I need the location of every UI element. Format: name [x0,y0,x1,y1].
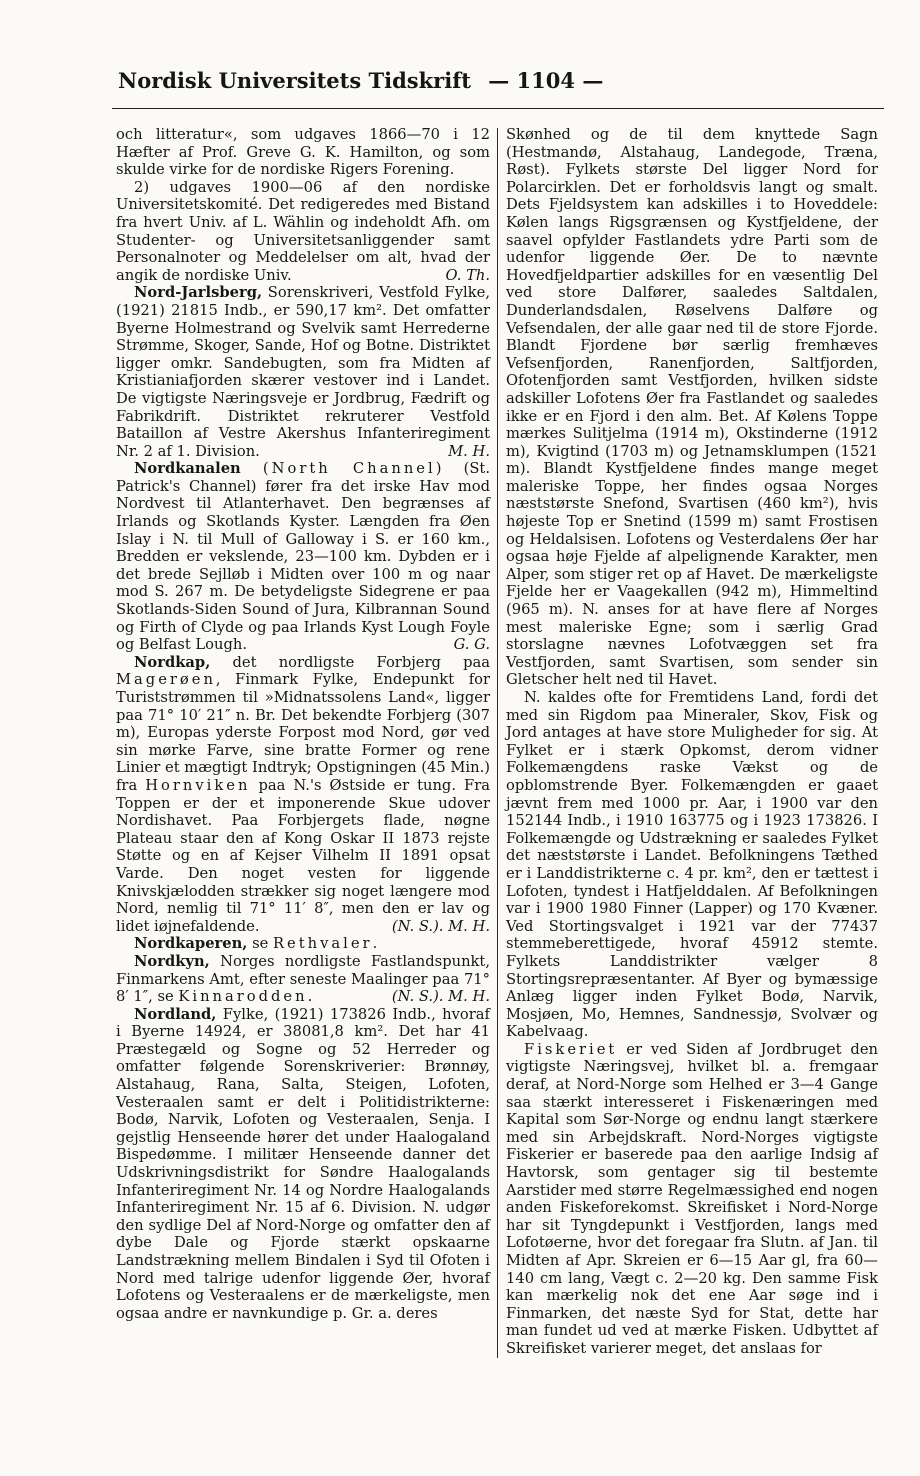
headword: Nordkyn, [134,952,210,970]
entry-body: er ved Siden af Jordbruget den vigtigste Næringsvej, hvilket bl. a. fremgaar deraf, at Nord-Norge som Helhed er 3—4 Gange saa stærkt interesseret i Fiskenæringen med Kapital som Sør-Norge og endnu langt stærkere med sin Arbejdskraft. Nord-Norges vigtigste Fiskerier er baserede paa den aarlige Indsig af Havtorsk, som gentager sig til bestemte Aarstider med større Regelmæssighed end nogen anden Fiskeforekomst. Skreifisket i Nord-Norge har sit Tyngdepunkt i Vestfjorden, langs med Lofotøerne, hvor det foregaar fra Slutn. af Jan. til Midten af Apr. Skreien er 6—15 Aar gl, fra 60—140 cm lang, Vægt c. 2—20 kg. Den samme Fisk kan mærkelig nok det ene Aar søge ind i Finmarken, det næste Syd for Stat, dette har man fundet ud ved at mærke Fisken. Udbyttet af Skreifisket varierer meget, det anslaas for [506,1040,878,1357]
author-signature: G. G. [453,636,490,654]
entry-body: Sorenskriveri, Vestfold Fylke, (1921) 21815 Indb., er 590,17 km². Det omfatter Byerne Holmestrand og Svelvik samt Herrederne Strømme, Skoger, Sande, Hof og Botne. Distriktet ligger omkr. Sandebugten, som fra Midten af Kristianiafjorden skærer vestover ind i Landet. De vigtigste Næringsveje er Jordbrug, Fædrift og Fabrikdrift. Distriktet rekruterer Vestfold Bataillon af Vestre Akershus Infanteriregiment Nr. 2 af 1. Division. [116,284,490,460]
entry-nordkaperen [116,935,490,953]
author-signature: (N. S.). M. H. [391,988,490,1006]
entry-text [116,179,490,285]
entry-body: . [307,988,313,1006]
entry-text: N. kaldes ofte for Fremtidens Land, fordi det med sin Rigdom paa Mineraler, Skov, Fisk og Jord antages at have store Muligheder for sig. At Fylket er i stærk Opkomst, derom vidner Folkemængdens raske Vækst og de opblomstrende Byer. Folkemængden er gaaet jævnt frem med 1000 pr. Aar, i 1900 var den 152144 Indb., i 1910 163775 og i 1923 173826. I Folkemængde og Udstrækning er saaledes Fylket det næststørste i Landet. Befolkningens Tæthed er i Landdistrikterne c. 4 pr. km², den er tættest i Lofoten, tyndest i Hatfjelddalen. Af Befolkningen var i 1900 1980 Finner (Lapper) og 170 Kvæner. Ved Stortingsvalget i 1921 var der 77437 stemmeberettigede, hvoraf 45912 stemte. Fylkets Landdistrikter vælger 8 Stortingsrepræsentanter. Af Byer og bymæssige Anlæg ligger inden Fylket Bodø, Narvik, Mosjøen, Mo, Hemnes, Sandnessjø, Svolvær og Kabelvaag. [506,689,878,1041]
entry-text: och litteratur«, som udgaves 1866—70 i 12 Hæfter af Prof. Greve G. K. Hamilton, og som skulde virke for de nordiske Rigers Forening. [116,126,490,179]
entry-body: Norges nordligste Fastlandspunkt, Finmarkens Amt, efter seneste Maalinger paa 71° 8′ 1″, se [116,952,490,1006]
entry-body: (St. Patrick's Channel) fører fra det irske Hav mod Nordvest til Atlanterhavet. Den begrænses af Irlands og Skotlands Kyster. Længden fra Øen Islay i N. til Mull of Galloway i S. er 160 km., Bredden er vekslende, 23—100 km. Dybden er i det brede Sejlløb i Midten over 100 m og naar mod S. 267 m. De betydeligste Sidegrene er paa Skotlands-Siden Sound of Jura, Kilbrannan Sound og Firth of Clyde og paa Irlands Kyst Lough Foyle og Belfast Lough. [116,460,490,654]
entry-body: 2) udgaves 1900—06 af den nordiske Universitetskomité. Det redigeredes med Bistand fra hvert Univ. af L. Wählin og indeholdt Afh. om Studenter- og Universitetsanliggender samt Personalnoter og Meddelelser om alt, hvad der angik de nordiske Univ. [116,178,490,284]
headword: Nordkaperen, [134,935,248,953]
spaced-term: Fiskeriet [524,1040,618,1058]
entry-text [506,1041,878,1358]
author-signature: (N. S.). M. H. [391,917,490,935]
author-signature: O. Th. [445,266,490,284]
headword: Nordkanalen [134,460,241,478]
cross-reference: Kinnarodden [178,988,308,1006]
cross-reference: Rethvaler [273,935,373,953]
spaced-term: Hornviken [145,776,251,794]
left-column [116,126,490,1366]
headword: Nordkap, [134,653,211,671]
entry-nord-jarlsberg [116,284,490,460]
running-header [118,64,878,98]
journal-title: Nordisk Universitets Tidskrift [118,68,471,93]
entry-nordland [116,1006,490,1323]
entry-body: paa N.'s Østside er tung. Fra Toppen er der et imponerende Skue udover Nordishavet. Paa Forbjergets flade, nøgne Plateau staar den af Kong Oskar II 1873 rejste Støtte og en af Kejser Vilhelm II 1891 opsat Varde. Den noget vesten for liggende Knivskjælodden strækker sig noget længere mod Nord, nemlig til 71° 11′ 8″, men den er lav og lidet iøjnefaldende. [116,776,490,935]
entry-nordkyn [116,953,490,1006]
entry-body: Fylke, (1921) 173826 Indb., hvoraf i Byerne 14924, er 38081,8 km². Det har 41 Præstegæld og Sogne og 52 Herreder og omfatter følgende Sorenskriverier: Brønnøy, Alstahaug, Rana, Salta, Steigen, Lofoten, Vesteraalen samt er delt i Politidistrikterne: Bodø, Narvik, Lofoten og Vesteraalen, Senja. I gejstlig Henseende hører det under Haalogaland Bispedømme. I militær Henseende danner det Udskrivningsdistrikt for Søndre Haalogalands Infanteriregiment Nr. 14 og Nordre Haalogalands Infanteriregiment Nr. 15 af 6. Division. N. udgør den sydlige Del af Nord-Norge og omfatter den af dybe Dale og Fjorde stærkt opskaarne Landstrækning mellem Bindalen i Syd til Ofoten i Nord med talrige udenfor liggende Øer, hvoraf Lofotens og Vesteraalens er de mærkeligste, men ogsaa andre er navnkundige p. Gr. a. deres [116,1005,490,1322]
spaced-term: Magerøen [116,671,216,689]
right-column [506,126,878,1366]
page-number: — 1104 — [488,68,604,93]
entry-nordkanalen [116,460,490,654]
entry-body: det nordligste Forbjerg paa [210,653,490,671]
column-divider [497,128,498,1358]
entry-body: . [372,935,378,953]
author-signature: M. H. [448,442,490,460]
headword: Nordland, [134,1005,217,1023]
headword: Nord-Jarlsberg, [134,284,263,302]
spaced-term: (North Channel) [240,460,445,478]
entry-body: , Finmark Fylke, Endepunkt for Turiststrømmen til »Midnatssolens Land«, ligger paa 71° 10′ 21″ n. Br. Det bekendte Forbjerg (307 m), Europas yderste Forpost mod Nord, gør ved sin mørke Farve, sine bratte Former og rene Linier et mægtigt Indtryk; Opstigningen (45 Min.) fra [116,671,490,794]
entry-text: Skønhed og de til dem knyttede Sagn (Hestmandø, Alstahaug, Landegode, Træna, Røst). Fylkets største Del ligger Nord for Polarcirklen. Det er forholdsvis langt og smalt. Dets Fjeldsystem kan adskilles i to Hoveddele: Kølen langs Rigsgrænsen og Kystfjeldene, der saavel opfylder Fastlandets ydre Parti som de udenfor liggende Øer. De to nævnte Hovedfjeldpartier adskilles for en væsentlig Del ved store Dalfører, saaledes Saltdalen, Dunderlandsdalen, Røselvens Dalføre og Vefsendalen, der alle gaar ned til de store Fjorde. Blandt Fjordene bør særlig fremhæves Vefsenfjorden, Ranenfjorden, Saltfjorden, Ofotenfjorden samt Vestfjorden, hvilken sidste adskiller Lofotens Øer fra Fastlandet og saaledes ikke er en Fjord i den alm. Bet. Af Kølens Toppe mærkes Sulitjelma (1914 m), Okstinderne (1912 m), Kvigtind (1703 m) og Jetnamsklumpen (1521 m). Blandt Kystfjeldene findes mange meget maleriske Toppe, her findes ogsaa Norges næststørste Snefond, Svartisen (460 km²), hvis højeste Top er Snetind (1599 m) samt Frostisen og Heldalsisen. Lofotens og Vesterdalens Øer har ogsaa høje Fjelde af alpelignende Karakter, men Alper, som stiger ret op af Havet. De mærkeligste Fjelde her er Vaagekallen (942 m), Himmeltind (965 m). N. anses for at have flere af Norges mest maleriske Egne; som i særlig Grad storslagne nævnes Lofotvæggen set fra Vestfjorden, samt Svartisen, som sender sin Gletscher helt ned til Havet. [506,126,878,689]
header-rule [112,108,884,109]
entry-body: se [247,935,273,953]
entry-nordkap [116,654,490,936]
